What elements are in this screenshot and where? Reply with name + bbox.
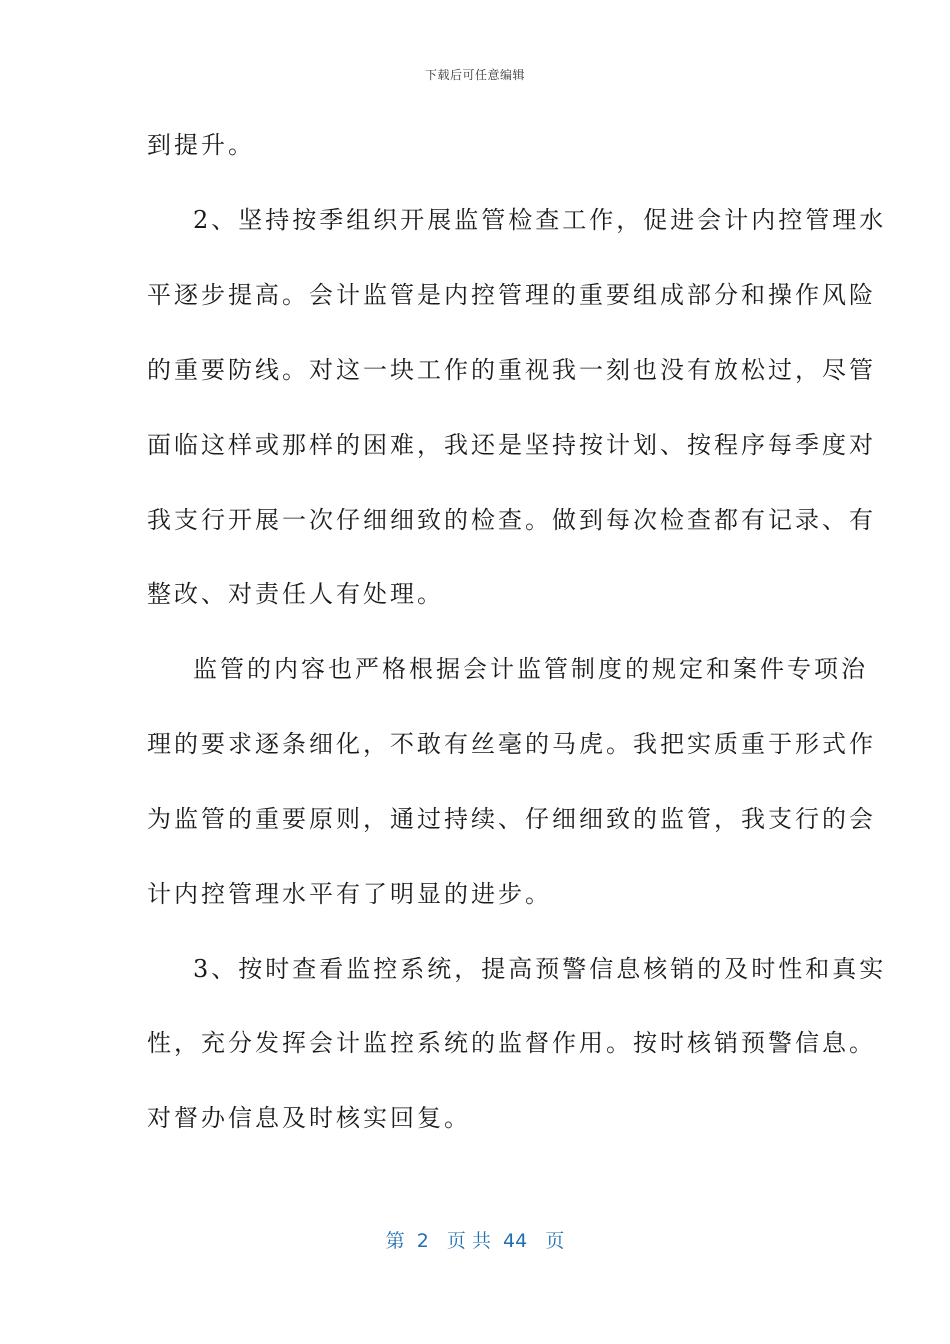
text-line: 理的要求逐条细化，不敢有丝毫的马虎。我把实质重于形式作 [147,730,876,758]
text-line: 我支行开展一次仔细细致的检查。做到每次检查都有记录、有 [147,506,876,534]
text-line: 2、坚持按季组织开展监管检查工作，促进会计内控管理水 [193,206,887,234]
text-line: 整改、对责任人有处理。 [147,580,444,608]
text-line: 对督办信息及时核实回复。 [147,1104,471,1132]
text-line: 到提升。 [147,131,255,159]
text-line: 为监管的重要原则，通过持续、仔细细致的监管，我支行的会 [147,805,876,833]
text-line: 平逐步提高。会计监管是内控管理的重要组成部分和操作风险 [147,281,876,309]
text-line: 性，充分发挥会计监控系统的监督作用。按时核销预警信息。 [147,1029,876,1057]
text-line: 监管的内容也严格根据会计监管制度的规定和案件专项治 [193,655,868,683]
text-line: 3、按时查看监控系统，提高预警信息核销的及时性和真实 [193,955,887,983]
page-header: 下载后可任意编辑 [424,68,525,82]
text-line: 计内控管理水平有了明显的进步。 [147,880,552,908]
text-line: 面临这样或那样的困难，我还是坚持按计划、按程序每季度对 [147,431,876,459]
page-number-footer: 第 2 页 共 44 页 [385,1230,565,1252]
text-line: 的重要防线。对这一块工作的重视我一刻也没有放松过，尽管 [147,356,876,384]
